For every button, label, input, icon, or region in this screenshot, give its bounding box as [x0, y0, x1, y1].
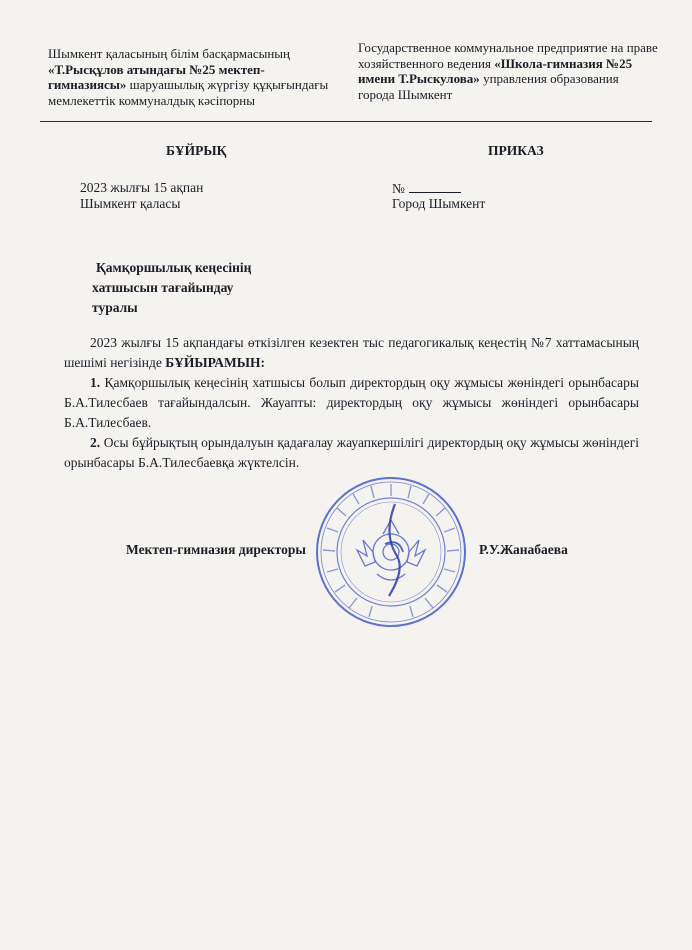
header-ru-school-name: «Школа-гимназия №25 имени Т.Рыскулова» [358, 55, 633, 86]
item-2-text: Осы бұйрықтың орындалуын қадағалау жауапкершілігі директордың оқу жұмысы жөніндегі орынбасары Б.А.Тилесбаевқа жүктелсін. [64, 435, 639, 470]
header-kz-line1: Шымкент қаласының білім басқармасының [48, 46, 290, 61]
order-number [392, 180, 461, 197]
item-1-number: 1. [90, 375, 101, 390]
order-city-ru: Город Шымкент [392, 196, 486, 211]
order-body [64, 333, 639, 473]
signature-name: Р.У.Жанабаева [479, 542, 568, 557]
header-kz-school-name: «Т.Рысқұлов атындағы №25 мектеп-гимназиясы» [48, 61, 265, 92]
signature-position: Мектеп-гимназия директоры [126, 542, 306, 557]
official-seal-stamp [313, 474, 469, 630]
order-number-blank [409, 180, 461, 193]
header-ru-line1: Государственное коммунальное предприятие на праве хозяйственного ведения [358, 40, 658, 71]
header-ru-rest: управления образования города Шымкент [358, 71, 619, 102]
header-russian [358, 40, 658, 102]
header-divider [40, 121, 652, 122]
order-city-kz: Шымкент қаласы [80, 196, 181, 211]
item-2-number: 2. [90, 435, 101, 450]
body-item-2 [64, 433, 639, 473]
order-number-label: № [392, 181, 405, 196]
order-title-kz: БҰЙРЫҚ [166, 143, 227, 158]
body-item-1 [64, 373, 639, 433]
subject-line-1: Қамқоршылық кеңесінің [96, 260, 252, 275]
body-decree-word: БҰЙЫРАМЫН: [165, 355, 265, 370]
header-kz-rest: шаруашылық жүргізу құқығындағы мемлекеттік коммуналдық кәсіпорны [48, 77, 329, 108]
item-1-text: Қамқоршылық кеңесінің хатшысы болып директордың оқу жұмысы жөніндегі орынбасары Б.А.Тилесбаев тағайындалсын. Жауапты: директордың оқу жұмысы жөніндегі орынбасары Б.А.Тилесбаев. [64, 375, 639, 430]
body-intro-paragraph [64, 333, 639, 373]
subject-line-2: хатшысын тағайындау [92, 280, 234, 295]
header-kazakh [48, 46, 338, 108]
order-date-kz: 2023 жылғы 15 ақпан [80, 180, 204, 195]
order-subject [92, 258, 252, 318]
subject-line-3: туралы [92, 300, 138, 315]
order-title-ru: ПРИКАЗ [488, 143, 544, 158]
body-intro: 2023 жылғы 15 ақпандағы өткізілген кезектен тыс педагогикалық кеңестің №7 хаттамасының шешімі негізінде [64, 335, 639, 370]
